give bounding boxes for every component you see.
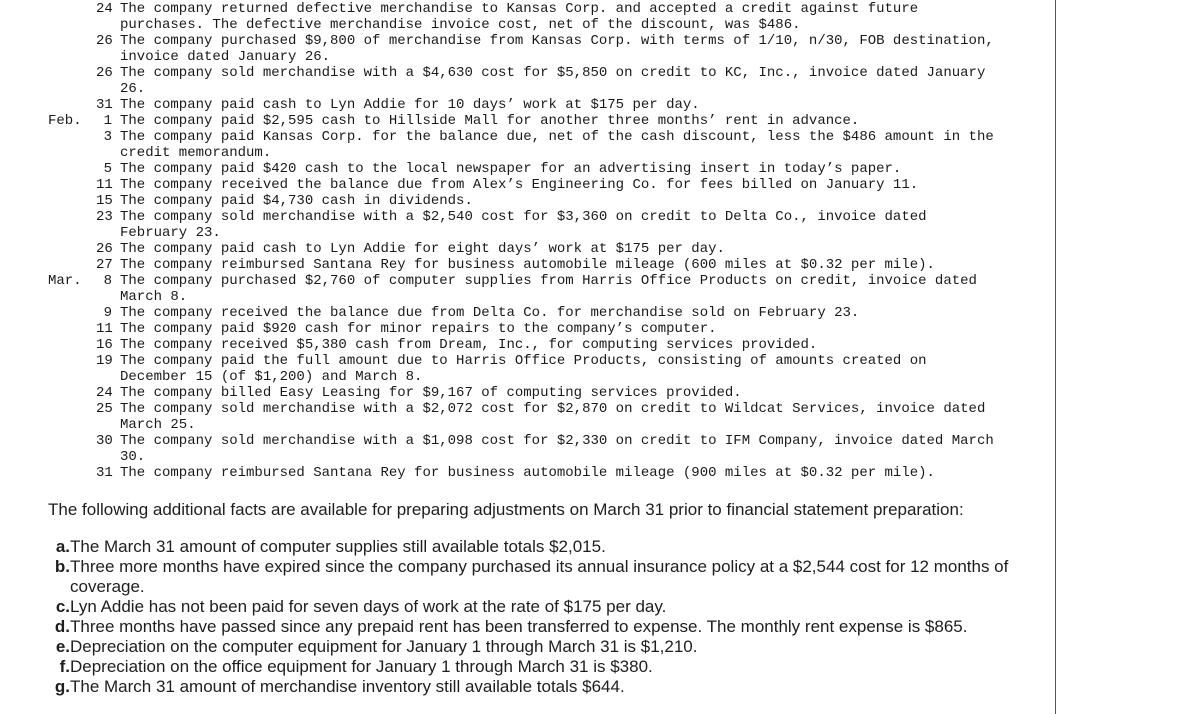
- transaction-entry: [48, 113, 1048, 129]
- transaction-day: 31: [96, 465, 113, 481]
- transaction-month: Feb.: [48, 113, 82, 129]
- transaction-entry: [48, 401, 1048, 433]
- transaction-entry: [48, 305, 1048, 321]
- transaction-text: The company received the balance due from Alex’s Engineering Co. for fees billed on January 11.: [120, 177, 919, 193]
- transaction-entry: [48, 193, 1048, 209]
- transaction-day: 24: [96, 385, 113, 401]
- fact-text: Lyn Addie has not been paid for seven days of work at the rate of $175 per day.: [70, 597, 667, 616]
- page-divider-line: [1055, 0, 1056, 714]
- transaction-day: 25: [96, 401, 113, 417]
- transaction-text: The company sold merchandise with a $1,098 cost for $2,330 on credit to IFM Company, invoice dated March 30.: [120, 433, 994, 465]
- transaction-entry: [48, 257, 1048, 273]
- transaction-entry: [48, 33, 1048, 65]
- transaction-entry: [48, 209, 1048, 241]
- transaction-day: 24: [96, 1, 113, 17]
- transaction-entry: [48, 97, 1048, 113]
- transaction-text: The company paid the full amount due to Harris Office Products, consisting of amounts created on December 15 (of $1,200) and March 8.: [120, 353, 927, 385]
- transaction-day: 27: [96, 257, 113, 273]
- transaction-entry: [48, 241, 1048, 257]
- transaction-day: 16: [96, 337, 113, 353]
- transaction-entry: [48, 385, 1048, 401]
- fact-text: The March 31 amount of merchandise inventory still available totals $644.: [70, 677, 625, 696]
- transaction-text: The company paid Kansas Corp. for the balance due, net of the cash discount, less the $486 amount in the credit memorandum.: [120, 129, 994, 161]
- transaction-text: The company billed Easy Leasing for $9,167 of computing services provided.: [120, 385, 742, 401]
- transaction-entry: [48, 161, 1048, 177]
- transaction-list: [48, 1, 1048, 481]
- fact-text: Three months have passed since any prepaid rent has been transferred to expense. The monthly rent expense is $865.: [70, 617, 968, 636]
- transaction-entry: [48, 337, 1048, 353]
- transaction-entry: [48, 1, 1048, 33]
- transaction-day: 26: [96, 33, 113, 49]
- transaction-entry: [48, 177, 1048, 193]
- transaction-text: The company received $5,380 cash from Dream, Inc., for computing services provided.: [120, 337, 818, 353]
- facts-intro: The following additional facts are available for preparing adjustments on March 31 prior to financial statement preparation:: [48, 500, 964, 519]
- transaction-day: 3: [103, 129, 112, 145]
- transaction-text: The company paid cash to Lyn Addie for 10 days’ work at $175 per day.: [120, 97, 700, 113]
- transaction-text: The company paid $2,595 cash to Hillside Mall for another three months’ rent in advance.: [120, 113, 860, 129]
- transaction-entry: [48, 273, 1048, 305]
- fact-item: [48, 677, 1048, 697]
- adjustment-facts: [48, 499, 1048, 697]
- transaction-text: The company purchased $9,800 of merchandise from Kansas Corp. with terms of 1/10, n/30, FOB destination, invoice dated January 26.: [120, 33, 994, 65]
- fact-item: [48, 637, 1048, 657]
- transaction-day: 26: [96, 65, 113, 81]
- transaction-day: 9: [103, 305, 112, 321]
- transaction-day: 1: [103, 113, 112, 129]
- transaction-text: The company sold merchandise with a $2,072 cost for $2,870 on credit to Wildcat Services, invoice dated March 25.: [120, 401, 986, 433]
- transaction-entry: [48, 353, 1048, 385]
- transaction-text: The company paid cash to Lyn Addie for eight days’ work at $175 per day.: [120, 241, 725, 257]
- fact-label: b.: [54, 557, 70, 576]
- fact-item: [48, 657, 1048, 677]
- transaction-text: The company paid $4,730 cash in dividends.: [120, 193, 473, 209]
- transaction-day: 19: [96, 353, 113, 369]
- transaction-text: The company paid $420 cash to the local newspaper for an advertising insert in today’s paper.: [120, 161, 902, 177]
- transaction-day: 23: [96, 209, 113, 225]
- transaction-day: 11: [96, 177, 113, 193]
- fact-text: The March 31 amount of computer supplies still available totals $2,015.: [70, 537, 606, 556]
- transaction-day: 5: [103, 161, 112, 177]
- fact-item: [48, 557, 1048, 597]
- fact-label: a.: [55, 537, 70, 556]
- transaction-text: The company reimbursed Santana Rey for business automobile mileage (900 miles at $0.32 per mile).: [120, 465, 935, 481]
- fact-item: [48, 617, 1048, 637]
- transaction-day: 11: [96, 321, 113, 337]
- transaction-month: Mar.: [48, 273, 82, 289]
- transaction-day: 26: [96, 241, 113, 257]
- fact-label: e.: [55, 637, 70, 656]
- transaction-day: 15: [96, 193, 113, 209]
- transaction-day: 30: [96, 433, 113, 449]
- transaction-text: The company returned defective merchandise to Kansas Corp. and accepted a credit against future purchases. The defective merchandise invoice cost, net of the discount, was $486.: [120, 1, 919, 33]
- transaction-text: The company sold merchandise with a $4,630 cost for $5,850 on credit to KC, Inc., invoice dated January 26.: [120, 65, 986, 97]
- transaction-day: 8: [103, 273, 112, 289]
- transaction-text: The company received the balance due from Delta Co. for merchandise sold on February 23.: [120, 305, 860, 321]
- transaction-entry: [48, 65, 1048, 97]
- fact-text: Three more months have expired since the company purchased its annual insurance policy at a $2,544 cost for 12 months of coverage.: [70, 557, 1009, 596]
- fact-text: Depreciation on the computer equipment for January 1 through March 31 is $1,210.: [70, 637, 698, 656]
- transaction-entry: [48, 129, 1048, 161]
- transaction-entry: [48, 433, 1048, 465]
- transaction-entry: [48, 465, 1048, 481]
- fact-text: Depreciation on the office equipment for January 1 through March 31 is $380.: [70, 657, 653, 676]
- fact-label: c.: [55, 597, 70, 616]
- fact-label: d.: [54, 617, 70, 636]
- transaction-text: The company paid $920 cash for minor repairs to the company’s computer.: [120, 321, 717, 337]
- transaction-day: 31: [96, 97, 113, 113]
- transaction-text: The company sold merchandise with a $2,540 cost for $3,360 on credit to Delta Co., invoice dated February 23.: [120, 209, 927, 241]
- fact-item: [48, 597, 1048, 617]
- transaction-entry: [48, 321, 1048, 337]
- fact-label: g.: [54, 677, 70, 696]
- fact-item: [48, 537, 1048, 557]
- transaction-text: The company purchased $2,760 of computer supplies from Harris Office Products on credit, invoice dated March 8.: [120, 273, 977, 305]
- fact-label: f.: [59, 657, 70, 676]
- transaction-text: The company reimbursed Santana Rey for business automobile mileage (600 miles at $0.32 per mile).: [120, 257, 935, 273]
